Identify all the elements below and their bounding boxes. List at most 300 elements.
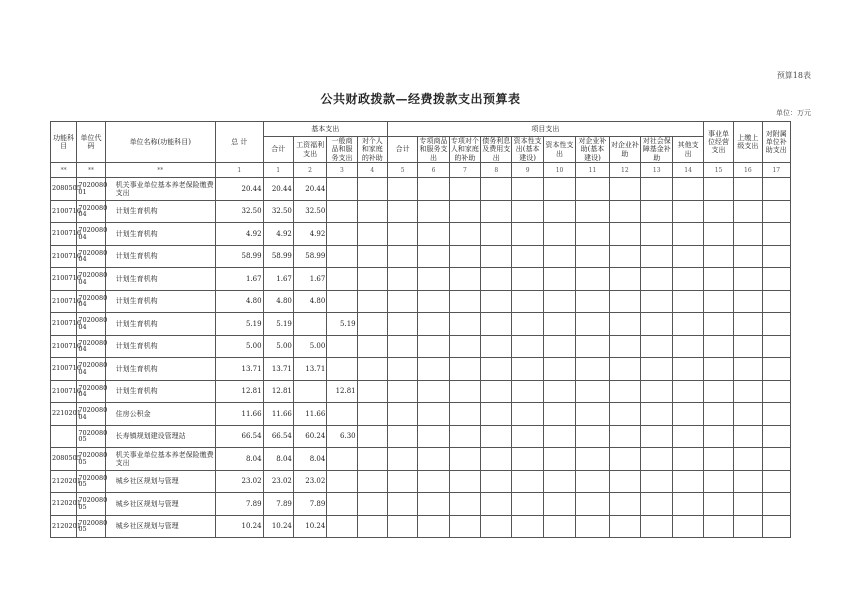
empty-cell <box>734 515 762 538</box>
func-code-cell: 2120201 <box>51 515 77 538</box>
empty-cell <box>449 290 480 313</box>
table-row <box>51 493 791 516</box>
unit-code-main: 7020080 <box>78 406 108 415</box>
empty-cell <box>609 448 640 471</box>
index-cell: 16 <box>734 163 762 178</box>
empty-cell <box>481 470 512 493</box>
unit-code-cell <box>77 403 108 426</box>
unit-code-sub: 04 <box>78 390 87 399</box>
family-cell <box>357 470 387 493</box>
basic-total-cell: 23.02 <box>263 470 293 493</box>
unit-label: 单位：万元 <box>776 109 811 117</box>
empty-cell <box>481 290 512 313</box>
empty-cell <box>673 403 703 426</box>
empty-cell <box>703 268 733 291</box>
empty-cell <box>703 335 733 358</box>
empty-cell <box>609 380 640 403</box>
unit-code-main: 7020080 <box>78 428 108 437</box>
empty-cell <box>673 358 703 381</box>
empty-cell <box>388 493 418 516</box>
total-cell: 10.24 <box>215 515 263 538</box>
goods-cell <box>327 223 357 246</box>
empty-cell <box>641 448 673 471</box>
salary-cell: 23.02 <box>293 470 326 493</box>
index-cell: 6 <box>418 163 449 178</box>
total-cell: 4.92 <box>215 223 263 246</box>
empty-cell <box>388 358 418 381</box>
empty-cell <box>449 515 480 538</box>
page-title: 公共财政拨款—经费拨款支出预算表 <box>320 92 521 106</box>
total-cell: 12.81 <box>215 380 263 403</box>
unit-code-sub: 04 <box>78 277 87 286</box>
empty-cell <box>481 268 512 291</box>
goods-cell <box>327 245 357 268</box>
col-basic-goods: 一般商品和服务支出 <box>327 137 357 163</box>
empty-cell <box>543 358 575 381</box>
empty-cell <box>481 380 512 403</box>
unit-name-cell: 计划生育机构 <box>105 223 215 246</box>
empty-cell <box>641 403 673 426</box>
col-unit-code: 单位代码 <box>77 122 105 163</box>
index-cell: 15 <box>703 163 733 178</box>
empty-cell <box>734 358 762 381</box>
goods-cell <box>327 200 357 223</box>
func-code-cell: 2080505 <box>51 178 77 201</box>
empty-cell <box>418 335 449 358</box>
col-proj-total: 合计 <box>388 137 418 163</box>
goods-cell <box>327 268 357 291</box>
unit-code-cell <box>77 178 108 201</box>
empty-cell <box>418 515 449 538</box>
unit-code-sub: 04 <box>78 367 87 376</box>
empty-cell <box>609 313 640 336</box>
empty-cell <box>512 448 543 471</box>
empty-cell <box>703 178 733 201</box>
empty-cell <box>609 403 640 426</box>
total-cell: 13.71 <box>215 358 263 381</box>
col-proj-social: 对社会保障基金补助 <box>641 137 673 163</box>
empty-cell <box>543 178 575 201</box>
empty-cell <box>641 245 673 268</box>
unit-code-cell <box>77 425 108 448</box>
table-body <box>51 178 791 538</box>
index-cell: ** <box>51 163 77 178</box>
unit-name-cell: 机关事业单位基本养老保险缴费支出 <box>105 178 215 201</box>
empty-cell <box>418 245 449 268</box>
unit-name-cell: 住房公积金 <box>105 403 215 426</box>
unit-code-cell <box>77 493 108 516</box>
col-group-basic: 基本支出 <box>263 122 387 137</box>
basic-total-cell: 4.80 <box>263 290 293 313</box>
empty-cell <box>449 200 480 223</box>
empty-cell <box>641 470 673 493</box>
unit-code-main: 7020080 <box>78 383 108 392</box>
empty-cell <box>543 380 575 403</box>
unit-code-sub: 04 <box>78 345 87 354</box>
col-func-code: 功能科目 <box>51 122 77 163</box>
total-cell: 1.67 <box>215 268 263 291</box>
salary-cell: 5.00 <box>293 335 326 358</box>
empty-cell <box>703 358 733 381</box>
table-row <box>51 448 791 471</box>
unit-code-sub: 04 <box>78 412 87 421</box>
empty-cell <box>388 425 418 448</box>
salary-cell: 60.24 <box>293 425 326 448</box>
empty-cell <box>673 245 703 268</box>
family-cell <box>357 178 387 201</box>
empty-cell <box>734 178 762 201</box>
empty-cell <box>762 223 790 246</box>
empty-cell <box>512 425 543 448</box>
col-proj-goods: 专项商品和服务支出 <box>419 137 448 162</box>
unit-code-cell <box>77 470 108 493</box>
empty-cell <box>703 493 733 516</box>
empty-cell <box>576 358 609 381</box>
empty-cell <box>388 515 418 538</box>
empty-cell <box>418 380 449 403</box>
total-cell: 5.19 <box>215 313 263 336</box>
empty-cell <box>512 335 543 358</box>
salary-cell: 32.50 <box>293 200 326 223</box>
col-proj-capital: 资本性支出(基本建设) <box>513 137 542 162</box>
empty-cell <box>418 448 449 471</box>
empty-cell <box>543 268 575 291</box>
unit-code-sub: 04 <box>78 210 87 219</box>
table-row <box>51 425 791 448</box>
empty-cell <box>641 268 673 291</box>
empty-cell <box>576 200 609 223</box>
func-code-cell <box>51 425 77 448</box>
empty-cell <box>703 200 733 223</box>
unit-name-cell: 长寿镇规划建设管理站 <box>105 425 215 448</box>
empty-cell <box>543 425 575 448</box>
empty-cell <box>641 515 673 538</box>
empty-cell <box>609 178 640 201</box>
empty-cell <box>641 425 673 448</box>
empty-cell <box>388 403 418 426</box>
empty-cell <box>543 313 575 336</box>
empty-cell <box>543 470 575 493</box>
empty-cell <box>449 358 480 381</box>
table-row <box>51 515 791 538</box>
total-cell: 5.00 <box>215 335 263 358</box>
empty-cell <box>418 200 449 223</box>
salary-cell: 11.66 <box>293 403 326 426</box>
col-total: 总 计 <box>215 122 263 163</box>
empty-cell <box>449 425 480 448</box>
salary-cell: 13.71 <box>293 358 326 381</box>
col-basic-salary: 工资福利支出 <box>293 137 326 163</box>
empty-cell <box>734 470 762 493</box>
empty-cell <box>543 290 575 313</box>
empty-cell <box>734 403 762 426</box>
empty-cell <box>388 178 418 201</box>
empty-cell <box>703 403 733 426</box>
empty-cell <box>388 335 418 358</box>
unit-code-sub: 04 <box>78 255 87 264</box>
unit-name-cell: 机关事业单位基本养老保险缴费支出 <box>105 448 215 471</box>
goods-cell <box>327 448 357 471</box>
family-cell <box>357 380 387 403</box>
empty-cell <box>449 470 480 493</box>
empty-cell <box>703 223 733 246</box>
func-code-cell: 2120201 <box>51 470 77 493</box>
unit-code-sub: 01 <box>78 187 87 196</box>
empty-cell <box>576 290 609 313</box>
salary-cell: 20.44 <box>293 178 326 201</box>
basic-total-cell: 5.19 <box>263 313 293 336</box>
empty-cell <box>641 200 673 223</box>
table-row <box>51 313 791 336</box>
empty-cell <box>543 493 575 516</box>
empty-cell <box>543 335 575 358</box>
empty-cell <box>734 335 762 358</box>
empty-cell <box>762 470 790 493</box>
table-row <box>51 268 791 291</box>
family-cell <box>357 223 387 246</box>
empty-cell <box>703 448 733 471</box>
empty-cell <box>703 313 733 336</box>
basic-total-cell: 4.92 <box>263 223 293 246</box>
total-cell: 32.50 <box>215 200 263 223</box>
empty-cell <box>576 380 609 403</box>
unit-code-cell <box>77 335 108 358</box>
unit-code-cell <box>77 290 108 313</box>
empty-cell <box>762 290 790 313</box>
empty-cell <box>703 290 733 313</box>
page-tag: 预算18表 <box>776 71 811 80</box>
func-code-cell: 2100716 <box>51 380 77 403</box>
unit-name-cell: 城乡社区规划与管理 <box>105 470 215 493</box>
empty-cell <box>512 223 543 246</box>
empty-cell <box>673 290 703 313</box>
empty-cell <box>734 200 762 223</box>
empty-cell <box>734 313 762 336</box>
empty-cell <box>543 200 575 223</box>
empty-cell <box>543 515 575 538</box>
salary-cell: 8.04 <box>293 448 326 471</box>
empty-cell <box>734 380 762 403</box>
func-code-cell: 2100716 <box>51 223 77 246</box>
index-cell: 3 <box>327 163 357 178</box>
family-cell <box>357 335 387 358</box>
col-basic-total: 合计 <box>263 137 293 163</box>
empty-cell <box>703 425 733 448</box>
empty-cell <box>481 358 512 381</box>
table-row <box>51 200 791 223</box>
empty-cell <box>734 290 762 313</box>
salary-cell: 1.67 <box>293 268 326 291</box>
unit-code-sub: 05 <box>78 457 87 466</box>
empty-cell <box>762 358 790 381</box>
unit-name-cell: 计划生育机构 <box>105 335 215 358</box>
salary-cell <box>293 313 326 336</box>
salary-cell <box>293 380 326 403</box>
empty-cell <box>388 223 418 246</box>
unit-code-cell <box>77 448 108 471</box>
index-cell: 5 <box>388 163 418 178</box>
empty-cell <box>641 335 673 358</box>
empty-cell <box>481 493 512 516</box>
empty-cell <box>388 470 418 493</box>
empty-cell <box>449 403 480 426</box>
empty-cell <box>418 313 449 336</box>
unit-code-sub: 04 <box>78 232 87 241</box>
unit-code-sub: 05 <box>78 502 87 511</box>
empty-cell <box>388 268 418 291</box>
func-code-cell: 2080505 <box>51 448 77 471</box>
unit-name-cell: 城乡社区规划与管理 <box>105 515 215 538</box>
empty-cell <box>762 268 790 291</box>
empty-cell <box>449 493 480 516</box>
salary-cell: 4.92 <box>293 223 326 246</box>
empty-cell <box>609 515 640 538</box>
func-code-cell: 2100716 <box>51 200 77 223</box>
family-cell <box>357 403 387 426</box>
unit-name-cell: 城乡社区规划与管理 <box>105 493 215 516</box>
empty-cell <box>673 425 703 448</box>
table-row <box>51 358 791 381</box>
total-cell: 58.99 <box>215 245 263 268</box>
unit-code-sub: 05 <box>78 480 87 489</box>
unit-code-main: 7020080 <box>78 338 108 347</box>
empty-cell <box>388 290 418 313</box>
empty-cell <box>512 470 543 493</box>
empty-cell <box>512 200 543 223</box>
empty-cell <box>641 178 673 201</box>
empty-cell <box>512 403 543 426</box>
index-cell: 1 <box>215 163 263 178</box>
empty-cell <box>418 358 449 381</box>
empty-cell <box>576 448 609 471</box>
col-basic-family: 对个人和家庭的补助 <box>357 137 387 163</box>
family-cell <box>357 200 387 223</box>
unit-name-cell: 计划生育机构 <box>105 200 215 223</box>
empty-cell <box>762 335 790 358</box>
func-code-cell: 2100716 <box>51 245 77 268</box>
total-cell: 7.89 <box>215 493 263 516</box>
index-cell: 13 <box>641 163 673 178</box>
basic-total-cell: 20.44 <box>263 178 293 201</box>
func-code-cell: 2100716 <box>51 358 77 381</box>
empty-cell <box>576 313 609 336</box>
index-cell: 11 <box>576 163 609 178</box>
table-row <box>51 403 791 426</box>
empty-cell <box>703 380 733 403</box>
budget-table <box>50 121 791 538</box>
empty-cell <box>481 335 512 358</box>
family-cell <box>357 245 387 268</box>
unit-code-main: 7020080 <box>78 203 108 212</box>
empty-cell <box>576 245 609 268</box>
unit-code-sub: 04 <box>78 322 87 331</box>
empty-cell <box>609 268 640 291</box>
empty-cell <box>609 290 640 313</box>
total-cell: 4.80 <box>215 290 263 313</box>
salary-cell: 10.24 <box>293 515 326 538</box>
unit-code-sub: 05 <box>78 435 87 444</box>
empty-cell <box>576 268 609 291</box>
empty-cell <box>388 200 418 223</box>
total-cell: 11.66 <box>215 403 263 426</box>
basic-total-cell: 11.66 <box>263 403 293 426</box>
empty-cell <box>641 290 673 313</box>
empty-cell <box>673 178 703 201</box>
col-biz-unit: 事业单位经营支出 <box>703 122 733 163</box>
empty-cell <box>512 290 543 313</box>
unit-name-cell: 计划生育机构 <box>105 245 215 268</box>
empty-cell <box>762 245 790 268</box>
empty-cell <box>418 290 449 313</box>
col-proj-family: 专项对个人和家庭的补助 <box>450 137 479 162</box>
family-cell <box>357 358 387 381</box>
empty-cell <box>418 470 449 493</box>
goods-cell <box>327 358 357 381</box>
empty-cell <box>609 425 640 448</box>
empty-cell <box>673 313 703 336</box>
empty-cell <box>641 358 673 381</box>
empty-cell <box>609 493 640 516</box>
empty-cell <box>641 313 673 336</box>
index-cell: 12 <box>609 163 640 178</box>
unit-code-main: 7020080 <box>78 473 108 482</box>
unit-name-cell: 计划生育机构 <box>105 268 215 291</box>
index-cell: 9 <box>512 163 543 178</box>
basic-total-cell: 13.71 <box>263 358 293 381</box>
index-cell: 7 <box>449 163 480 178</box>
empty-cell <box>703 245 733 268</box>
basic-total-cell: 10.24 <box>263 515 293 538</box>
empty-cell <box>512 313 543 336</box>
total-cell: 20.44 <box>215 178 263 201</box>
empty-cell <box>388 313 418 336</box>
empty-cell <box>734 223 762 246</box>
family-cell <box>357 290 387 313</box>
empty-cell <box>481 313 512 336</box>
empty-cell <box>762 380 790 403</box>
basic-total-cell: 1.67 <box>263 268 293 291</box>
empty-cell <box>543 223 575 246</box>
empty-cell <box>449 313 480 336</box>
unit-code-main: 7020080 <box>78 361 108 370</box>
empty-cell <box>481 200 512 223</box>
goods-cell: 5.19 <box>327 313 357 336</box>
unit-code-cell <box>77 380 108 403</box>
func-code-cell: 2100716 <box>51 335 77 358</box>
empty-cell <box>576 178 609 201</box>
table-row <box>51 380 791 403</box>
empty-cell <box>449 335 480 358</box>
family-cell <box>357 425 387 448</box>
empty-cell <box>673 448 703 471</box>
empty-cell <box>576 515 609 538</box>
unit-code-cell <box>77 223 108 246</box>
empty-cell <box>762 448 790 471</box>
unit-code-sub: 05 <box>78 525 87 534</box>
goods-cell <box>327 403 357 426</box>
basic-total-cell: 32.50 <box>263 200 293 223</box>
goods-cell: 6.30 <box>327 425 357 448</box>
empty-cell <box>762 493 790 516</box>
index-cell: 4 <box>357 163 387 178</box>
basic-total-cell: 5.00 <box>263 335 293 358</box>
empty-cell <box>762 403 790 426</box>
basic-total-cell: 8.04 <box>263 448 293 471</box>
basic-total-cell: 12.81 <box>263 380 293 403</box>
unit-code-cell <box>77 358 108 381</box>
empty-cell <box>418 268 449 291</box>
unit-code-main: 7020080 <box>78 496 108 505</box>
